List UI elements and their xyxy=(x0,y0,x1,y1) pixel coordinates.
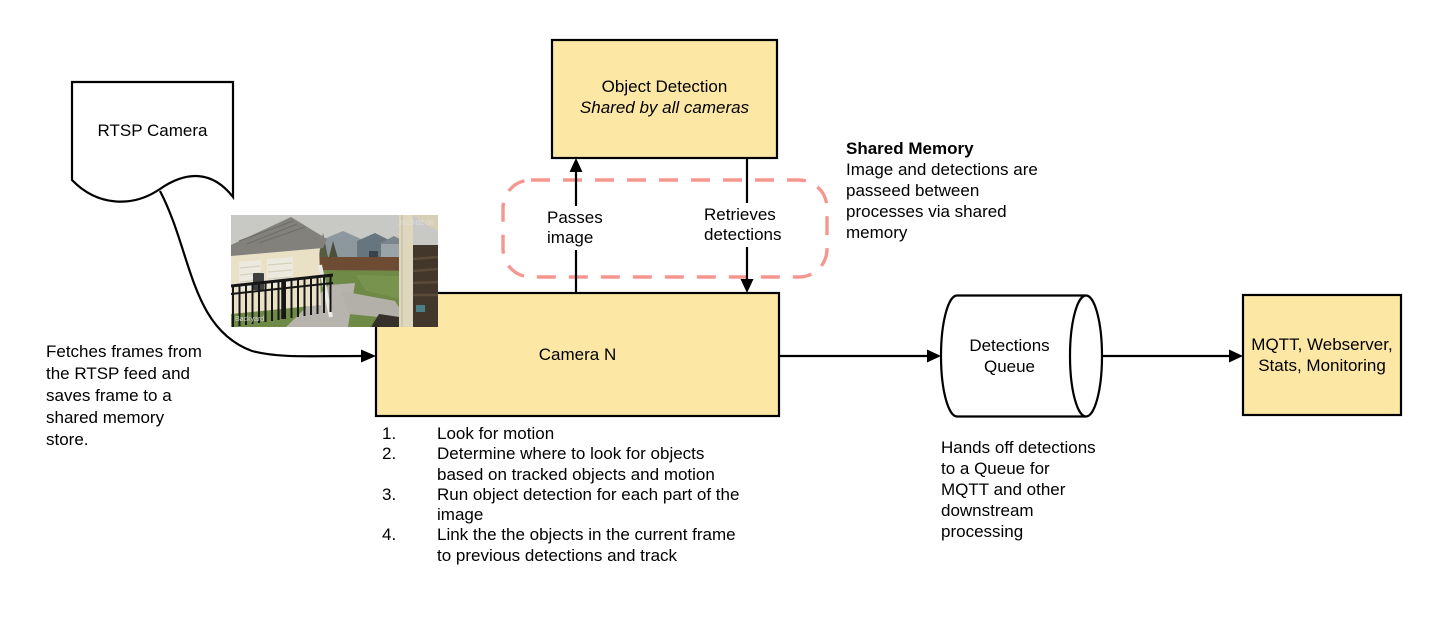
mqtt-label: MQTT, Webserver, Stats, Monitoring xyxy=(1251,335,1393,375)
fetch-note: Fetches frames from the RTSP feed and saves frame to a shared memory store. xyxy=(46,342,202,449)
passes-image-label: Passes image xyxy=(543,206,607,250)
shared-memory-note: Shared Memory Image and detections are passeed between processes via shared memory xyxy=(846,139,1038,242)
object-detection-title: Object Detection xyxy=(601,77,728,96)
object-detection-subtitle: Shared by all cameras xyxy=(579,98,750,117)
camera-step: 1. Look for motion xyxy=(382,424,555,443)
shared-memory-title: Shared Memory xyxy=(846,139,974,158)
rtsp-camera-shape xyxy=(72,82,233,202)
snapshot-camera-name: Backyard xyxy=(235,316,265,323)
camera-step: 4. Link the the objects in the current frame to previous detections and track xyxy=(382,525,736,565)
detections-queue-label: Detections Queue xyxy=(969,336,1050,376)
camera-n-label: Camera N xyxy=(538,345,617,364)
camera-step: 3. Run object detection for each part of the image xyxy=(382,484,740,525)
queue-to-mqtt-arrow xyxy=(1103,350,1243,363)
rtsp-camera-label: RTSP Camera xyxy=(97,121,208,140)
object-detection-label xyxy=(552,76,777,118)
snapshot-timestamp: 2019-02-06 xyxy=(398,220,434,227)
camera-snapshot-image xyxy=(231,215,438,327)
retrieves-detections-label: Retrieves detections xyxy=(700,203,786,247)
camera-to-queue-arrow xyxy=(779,350,941,363)
handoff-note: Hands off detections to a Queue for MQTT and other downstream processing xyxy=(941,438,1096,541)
camera-step: 2. Determine where to look for objects based on tracked objects and motion xyxy=(382,444,715,484)
camera-steps-list xyxy=(382,424,739,566)
